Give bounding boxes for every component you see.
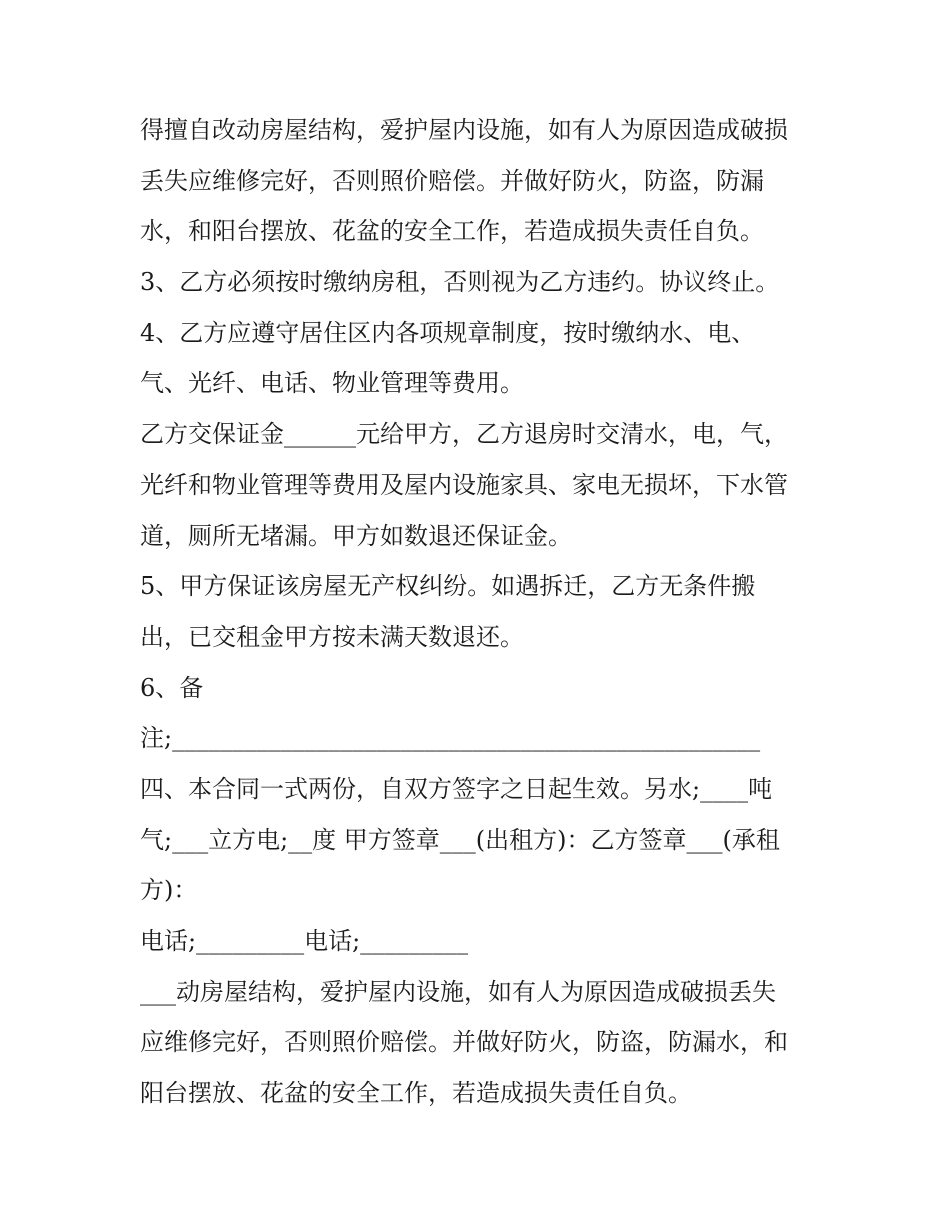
text-line: 阳台摆放、花盆的安全工作，若造成损失责任自负。 [140,1079,692,1108]
deposit-line: 乙方交保证金______元给甲方，乙方退房时交清水，电，气， [140,420,788,449]
signature-line: 气;___立方电;__度 甲方签章___(出租方)：乙方签章___(承租 [140,825,780,854]
text-line: 光纤和物业管理等费用及屋内设施家具、家电无损坏，下水管 [140,470,788,499]
text-line: 出，已交租金甲方按未满天数退还。 [140,622,524,651]
text-line: 道，厕所无堵漏。甲方如数退还保证金。 [140,521,572,550]
contract-text-body [140,105,820,1119]
section-4-line: 四、本合同一式两份，自双方签字之日起生效。另水;____吨 [140,774,773,803]
text-line: 气、光纤、电话、物业管理等费用。 [140,369,524,398]
text-line: 方)： [140,876,198,905]
text-line: 水，和阳台摆放、花盆的安全工作，若造成损失责任自负。 [140,217,764,246]
text-line: 得擅自改动房屋结构，爱护屋内设施，如有人为原因造成破损 [140,116,788,144]
clause-3-line: 3、乙方必须按时缴纳房租，否则视为乙方违约。协议终止。 [140,268,780,297]
clause-4-line: 4、乙方应遵守居住区内各项规章制度，按时缴纳水、电、 [140,318,756,347]
text-line: 丢失应维修完好，否则照价赔偿。并做好防火，防盗，防漏 [140,166,764,195]
phone-line: 电话;_________电话;_________ [140,927,469,955]
clause-6-line: 6、备 [140,673,204,702]
clause-5-line: 5、甲方保证该房屋无产权纠纷。如遇拆迁，乙方无条件搬 [140,572,756,601]
text-line: 应维修完好，否则照价赔偿。并做好防火，防盗，防漏水，和 [140,1028,788,1057]
remarks-line: 注;_________________________________________________ [140,724,761,753]
text-line: ___动房屋结构，爱护屋内设施，如有人为原因造成破损丢失 [140,977,776,1006]
